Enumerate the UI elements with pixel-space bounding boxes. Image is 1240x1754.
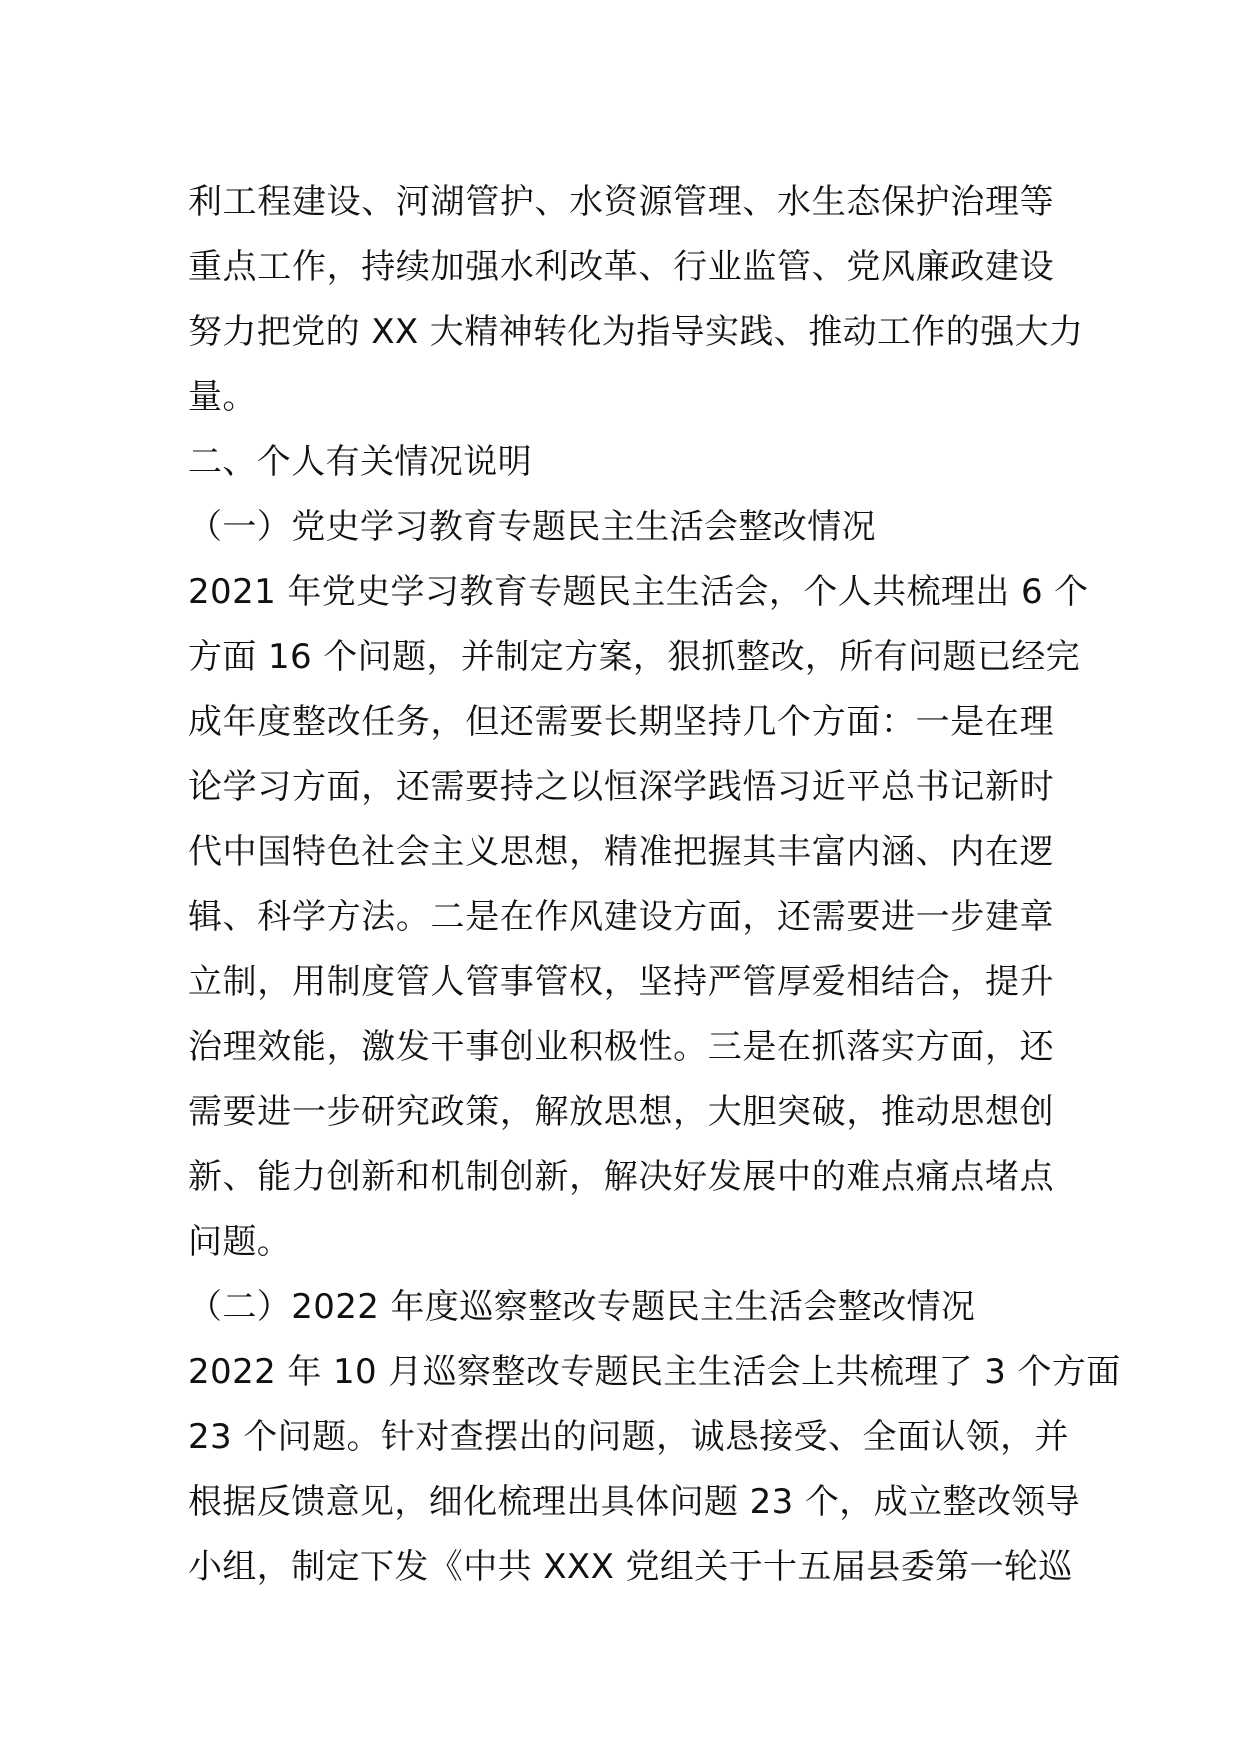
subsection-heading: （二）2022 年度巡察整改专题民主生活会整改情况 [188,1287,976,1327]
paragraph-line: 根据反馈意见，细化梳理出具体问题 23 个，成立整改领导 [188,1482,1081,1522]
paragraph-line: 重点工作，持续加强水利改革、行业监管、党风廉政建设 [188,247,1054,287]
paragraph-line: 量。 [188,377,257,417]
document-body [188,170,1121,1600]
paragraph-line: 新、能力创新和机制创新，解决好发展中的难点痛点堵点 [188,1157,1054,1197]
section-heading: 二、个人有关情况说明 [188,442,532,482]
paragraph-line: 方面 16 个问题，并制定方案，狠抓整改，所有问题已经完 [188,637,1081,677]
paragraph-line: 治理效能，激发干事创业积极性。三是在抓落实方面，还 [188,1027,1054,1067]
paragraph-line: 需要进一步研究政策，解放思想，大胆突破，推动思想创 [188,1092,1054,1132]
paragraph-line: 2022 年 10 月巡察整改专题民主生活会上共梳理了 3 个方面 [188,1352,1121,1392]
paragraph-line: 辑、科学方法。二是在作风建设方面，还需要进一步建章 [188,897,1054,937]
paragraph-line: 利工程建设、河湖管护、水资源管理、水生态保护治理等 [188,182,1054,222]
paragraph-line: 问题。 [188,1222,292,1262]
paragraph-line: 代中国特色社会主义思想，精准把握其丰富内涵、内在逻 [188,832,1054,872]
paragraph-line: 努力把党的 XX 大精神转化为指导实践、推动工作的强大力 [188,312,1084,352]
subsection-heading: （一）党史学习教育专题民主生活会整改情况 [188,507,876,547]
paragraph-line: 成年度整改任务，但还需要长期坚持几个方面：一是在理 [188,702,1054,742]
paragraph-line: 论学习方面，还需要持之以恒深学践悟习近平总书记新时 [188,767,1054,807]
paragraph-line: 2021 年党史学习教育专题民主生活会，个人共梳理出 6 个 [188,572,1089,612]
paragraph-line: 23 个问题。针对查摆出的问题，诚恳接受、全面认领，并 [188,1417,1069,1457]
paragraph-line: 立制，用制度管人管事管权，坚持严管厚爱相结合，提升 [188,962,1054,1002]
paragraph-line: 小组，制定下发《中共 XXX 党组关于十五届县委第一轮巡 [188,1547,1073,1587]
